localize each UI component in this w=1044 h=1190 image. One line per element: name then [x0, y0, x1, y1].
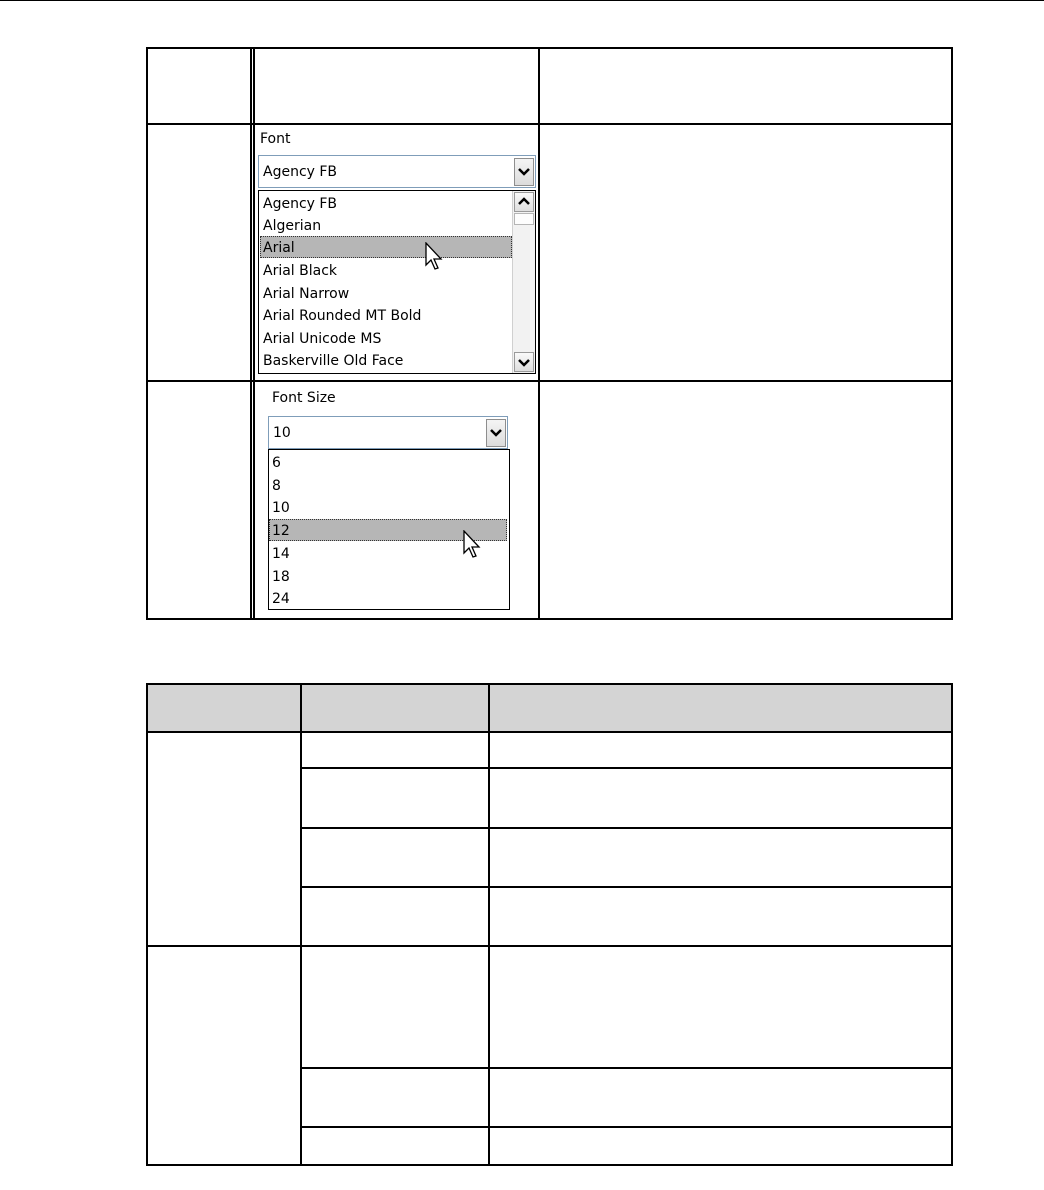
- list-item[interactable]: Arial Rounded MT Bold: [263, 308, 422, 324]
- list-item[interactable]: Arial Unicode MS: [263, 331, 382, 347]
- table-rule: [146, 47, 953, 49]
- list-item-selected[interactable]: Arial: [260, 236, 512, 258]
- font-size-label: Font Size: [272, 390, 336, 406]
- scrollbar-thumb[interactable]: [514, 213, 534, 225]
- table-rule: [951, 683, 953, 1166]
- table-rule: [146, 1164, 953, 1166]
- list-item[interactable]: 6: [272, 455, 281, 471]
- table-rule: [146, 47, 148, 620]
- list-item-selected[interactable]: 12: [269, 519, 507, 541]
- table-rule: [300, 767, 953, 769]
- mouse-pointer-icon: [463, 530, 483, 560]
- table-rule: [253, 47, 255, 620]
- font-list-scrollbar[interactable]: [512, 191, 535, 373]
- list-item[interactable]: 10: [272, 500, 290, 516]
- list-item[interactable]: 8: [272, 478, 281, 494]
- table-rule: [146, 731, 953, 733]
- list-item[interactable]: Baskerville Old Face: [263, 353, 404, 369]
- table-rule: [538, 47, 540, 620]
- table-rule: [146, 380, 953, 382]
- table-rule: [488, 683, 490, 1166]
- lower-table: [146, 683, 953, 1166]
- font-listbox[interactable]: [258, 190, 536, 374]
- list-item[interactable]: 24: [272, 591, 290, 607]
- page-top-rule: [0, 0, 1044, 1]
- list-item[interactable]: Algerian: [263, 218, 322, 234]
- table-rule: [300, 1067, 953, 1069]
- font-size-combobox[interactable]: [268, 416, 508, 449]
- table-rule: [146, 618, 953, 620]
- upper-table: [146, 47, 953, 620]
- table-rule: [300, 886, 953, 888]
- list-item[interactable]: 14: [272, 546, 290, 562]
- font-combobox[interactable]: [258, 155, 536, 188]
- mouse-pointer-icon: [425, 242, 445, 272]
- table-rule: [300, 683, 302, 1166]
- chevron-down-icon[interactable]: [514, 352, 534, 372]
- table-rule: [300, 1126, 953, 1128]
- chevron-up-icon[interactable]: [514, 192, 534, 212]
- list-item[interactable]: 18: [272, 569, 290, 585]
- chevron-down-icon[interactable]: [514, 158, 534, 186]
- table-rule: [146, 945, 953, 947]
- table-rule: [146, 683, 953, 685]
- table-rule: [300, 827, 953, 829]
- table-rule: [250, 47, 252, 620]
- font-label: Font: [260, 131, 291, 147]
- font-selected-value: Agency FB: [263, 164, 338, 180]
- list-item[interactable]: Agency FB: [263, 196, 338, 212]
- list-item[interactable]: Arial Black: [263, 263, 338, 279]
- list-item[interactable]: Arial Narrow: [263, 286, 350, 302]
- table-header-row: [146, 683, 953, 733]
- table-rule: [951, 47, 953, 620]
- font-size-selected-value: 10: [273, 425, 291, 441]
- chevron-down-icon[interactable]: [486, 419, 506, 447]
- table-rule: [146, 123, 953, 125]
- table-rule: [146, 683, 148, 1166]
